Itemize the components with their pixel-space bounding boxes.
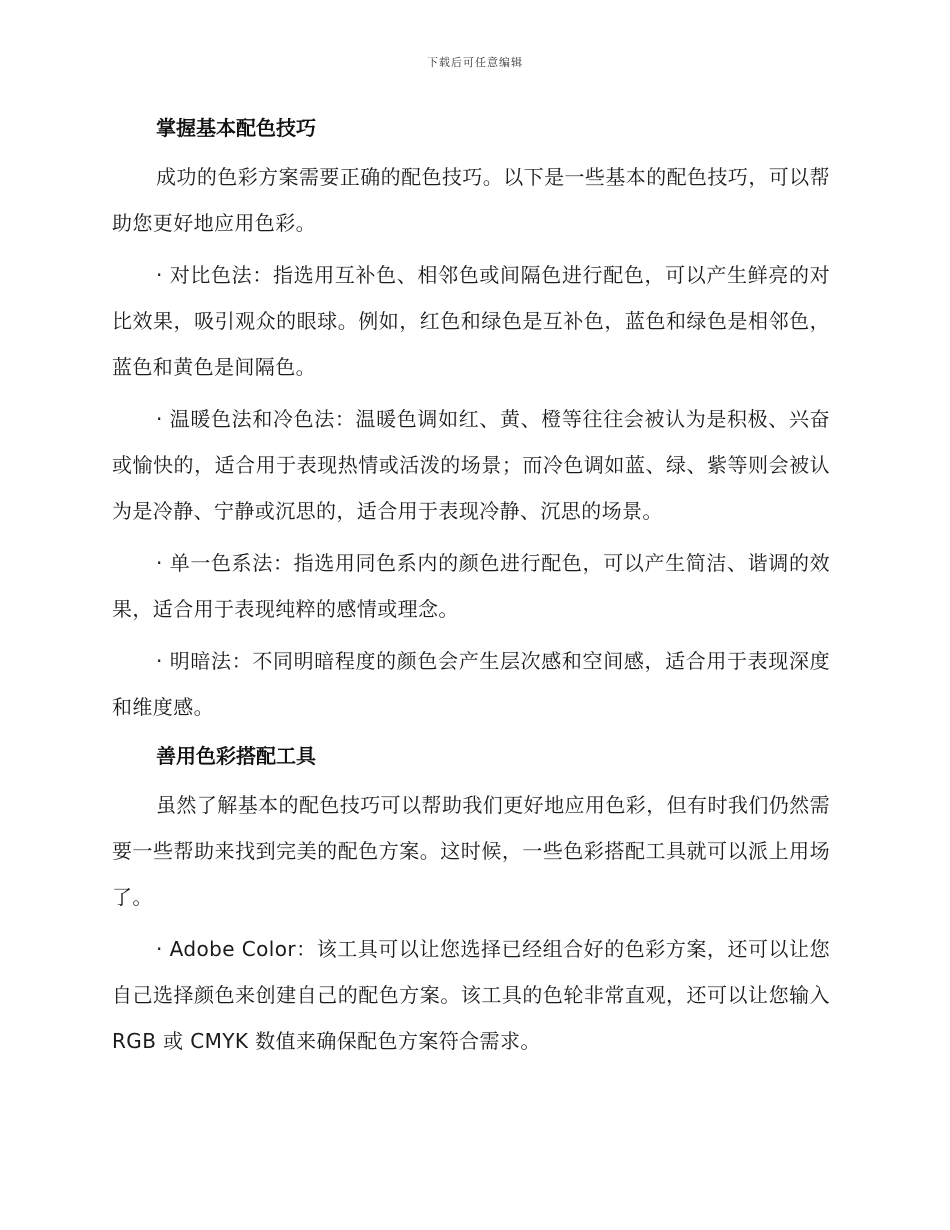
section-color-tools — [112, 736, 830, 1064]
section-intro: 成功的色彩方案需要正确的配色技巧。以下是一些基本的配色技巧，可以帮助您更好地应用色彩。 — [112, 165, 830, 235]
section-intro: 虽然了解基本的配色技巧可以帮助我们更好地应用色彩，但有时我们仍然需要一些帮助来找到完美的配色方案。这时候，一些色彩搭配工具就可以派上用场了。 — [112, 793, 830, 909]
list-item-light-dark: · 明暗法：不同明暗程度的颜色会产生层次感和空间感，适合用于表现深度和维度感。 — [112, 649, 830, 719]
list-item-contrast: · 对比色法：指选用互补色、相邻色或间隔色进行配色，可以产生鲜亮的对比效果，吸引观众的眼球。例如，红色和绿色是互补色，蓝色和绿色是相邻色，蓝色和黄色是间隔色。 — [112, 263, 830, 379]
list-item-adobe-color: · Adobe Color：该工具可以让您选择已经组合好的色彩方案，还可以让您自己选择颜色来创建自己的配色方案。该工具的色轮非常直观，还可以让您输入 RGB 或 CMYK 数值来确保配色方案符合需求。 — [112, 937, 830, 1053]
page-header: 下载后可任意编辑 — [427, 56, 523, 69]
document-body — [112, 108, 830, 1070]
list-item-monochrome: · 单一色系法：指选用同色系内的颜色进行配色，可以产生简洁、谐调的效果，适合用于表现纯粹的感情或理念。 — [112, 551, 830, 621]
section-title: 善用色彩搭配工具 — [156, 744, 316, 768]
section-color-techniques — [112, 108, 830, 730]
list-item-warm-cool: · 温暖色法和冷色法：温暖色调如红、黄、橙等往往会被认为是积极、兴奋或愉快的，适合用于表现热情或活泼的场景；而冷色调如蓝、绿、紫等则会被认为是冷静、宁静或沉思的，适合用于表现冷静、沉思的场景。 — [112, 407, 830, 523]
section-title: 掌握基本配色技巧 — [156, 116, 316, 140]
